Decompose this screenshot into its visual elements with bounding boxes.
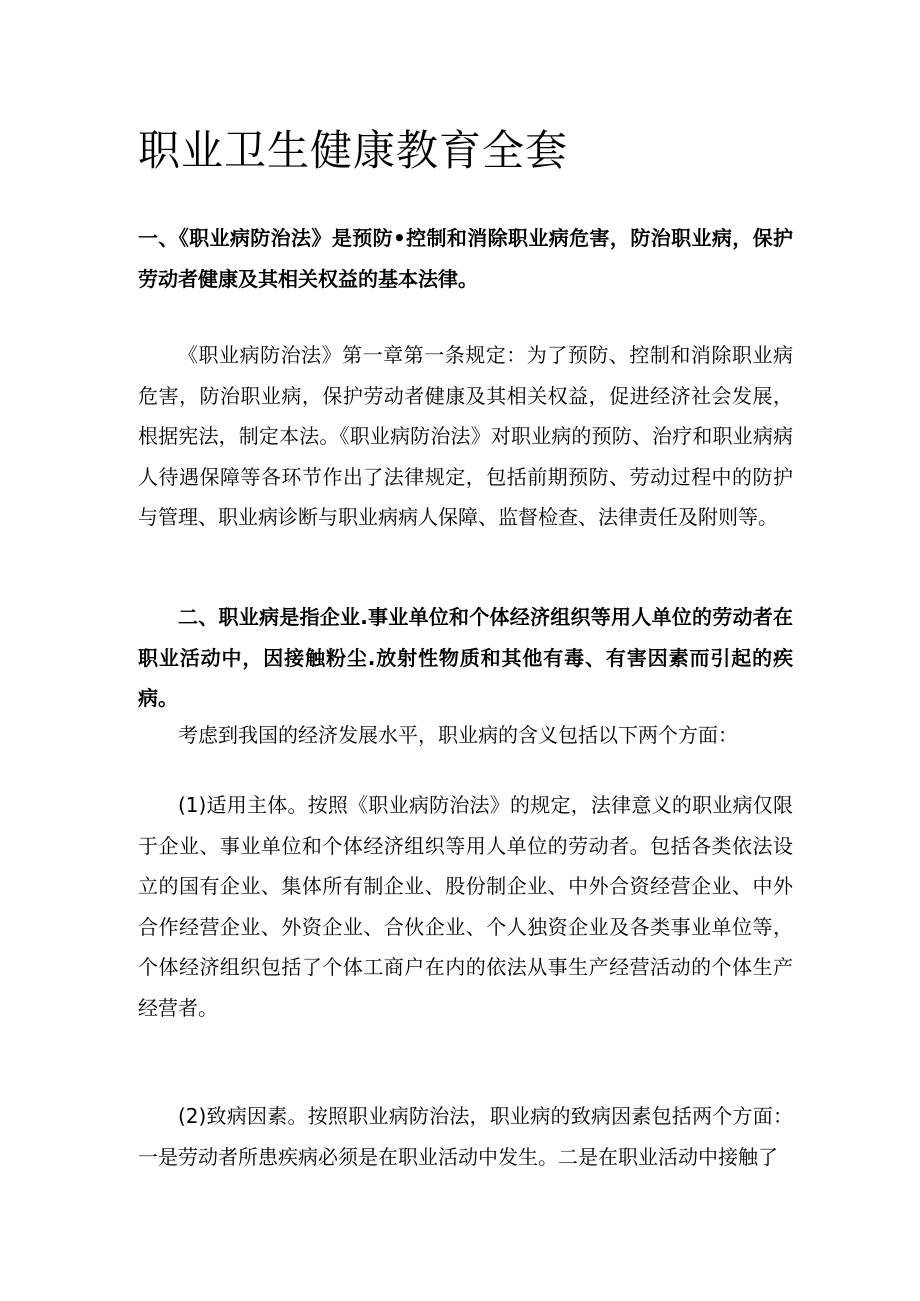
section2-point1: (1)适用主体。按照《职业病防治法》的规定，法律意义的职业病仅限于企业、事业单位和个体经济组织等用人单位的劳动者。包括各类依法设立的国有企业、集体所有制企业、股份制企业、中外合资经营企业、中外合作经营企业、外资企业、合伙企业、个人独资企业及各类事业单位等，个体经济组织包括了个体工商户在内的依法从事生产经营活动的个体生产经营者。 [138, 793, 793, 1020]
section2-intro: 考虑到我国的经济发展水平，职业病的含义包括以下两个方面： [178, 723, 738, 747]
section2-heading: 二、职业病是指企业.事业单位和个体经济组织等用人单位的劳动者在职业活动中，因接触粉尘.放射性物质和其他有毒、有害因素而引起的疾病。 [138, 605, 793, 710]
document-title: 职业卫生健康教育全套 [138, 126, 569, 175]
section1-heading: 一、《职业病防治法》是预防•控制和消除职业病危害，防治职业病，保护劳动者健康及其相关权益的基本法律。 [138, 226, 793, 291]
section2-point2: (2)致病因素。按照职业病防治法，职业病的致病因素包括两个方面：一是劳动者所患疾病必须是在职业活动中发生。二是在职业活动中接触了 [138, 1104, 793, 1169]
section1-body: 《职业病防治法》第一章第一条规定：为了预防、控制和消除职业病危害，防治职业病，保护劳动者健康及其相关权益，促进经济社会发展，根据宪法，制定本法。《职业病防治法》对职业病的预防、治疗和职业病病人待遇保障等各环节作出了法律规定，包括前期预防、劳动过程中的防护与管理、职业病诊断与职业病病人保障、监督检查、法律责任及附则等。 [138, 343, 793, 529]
